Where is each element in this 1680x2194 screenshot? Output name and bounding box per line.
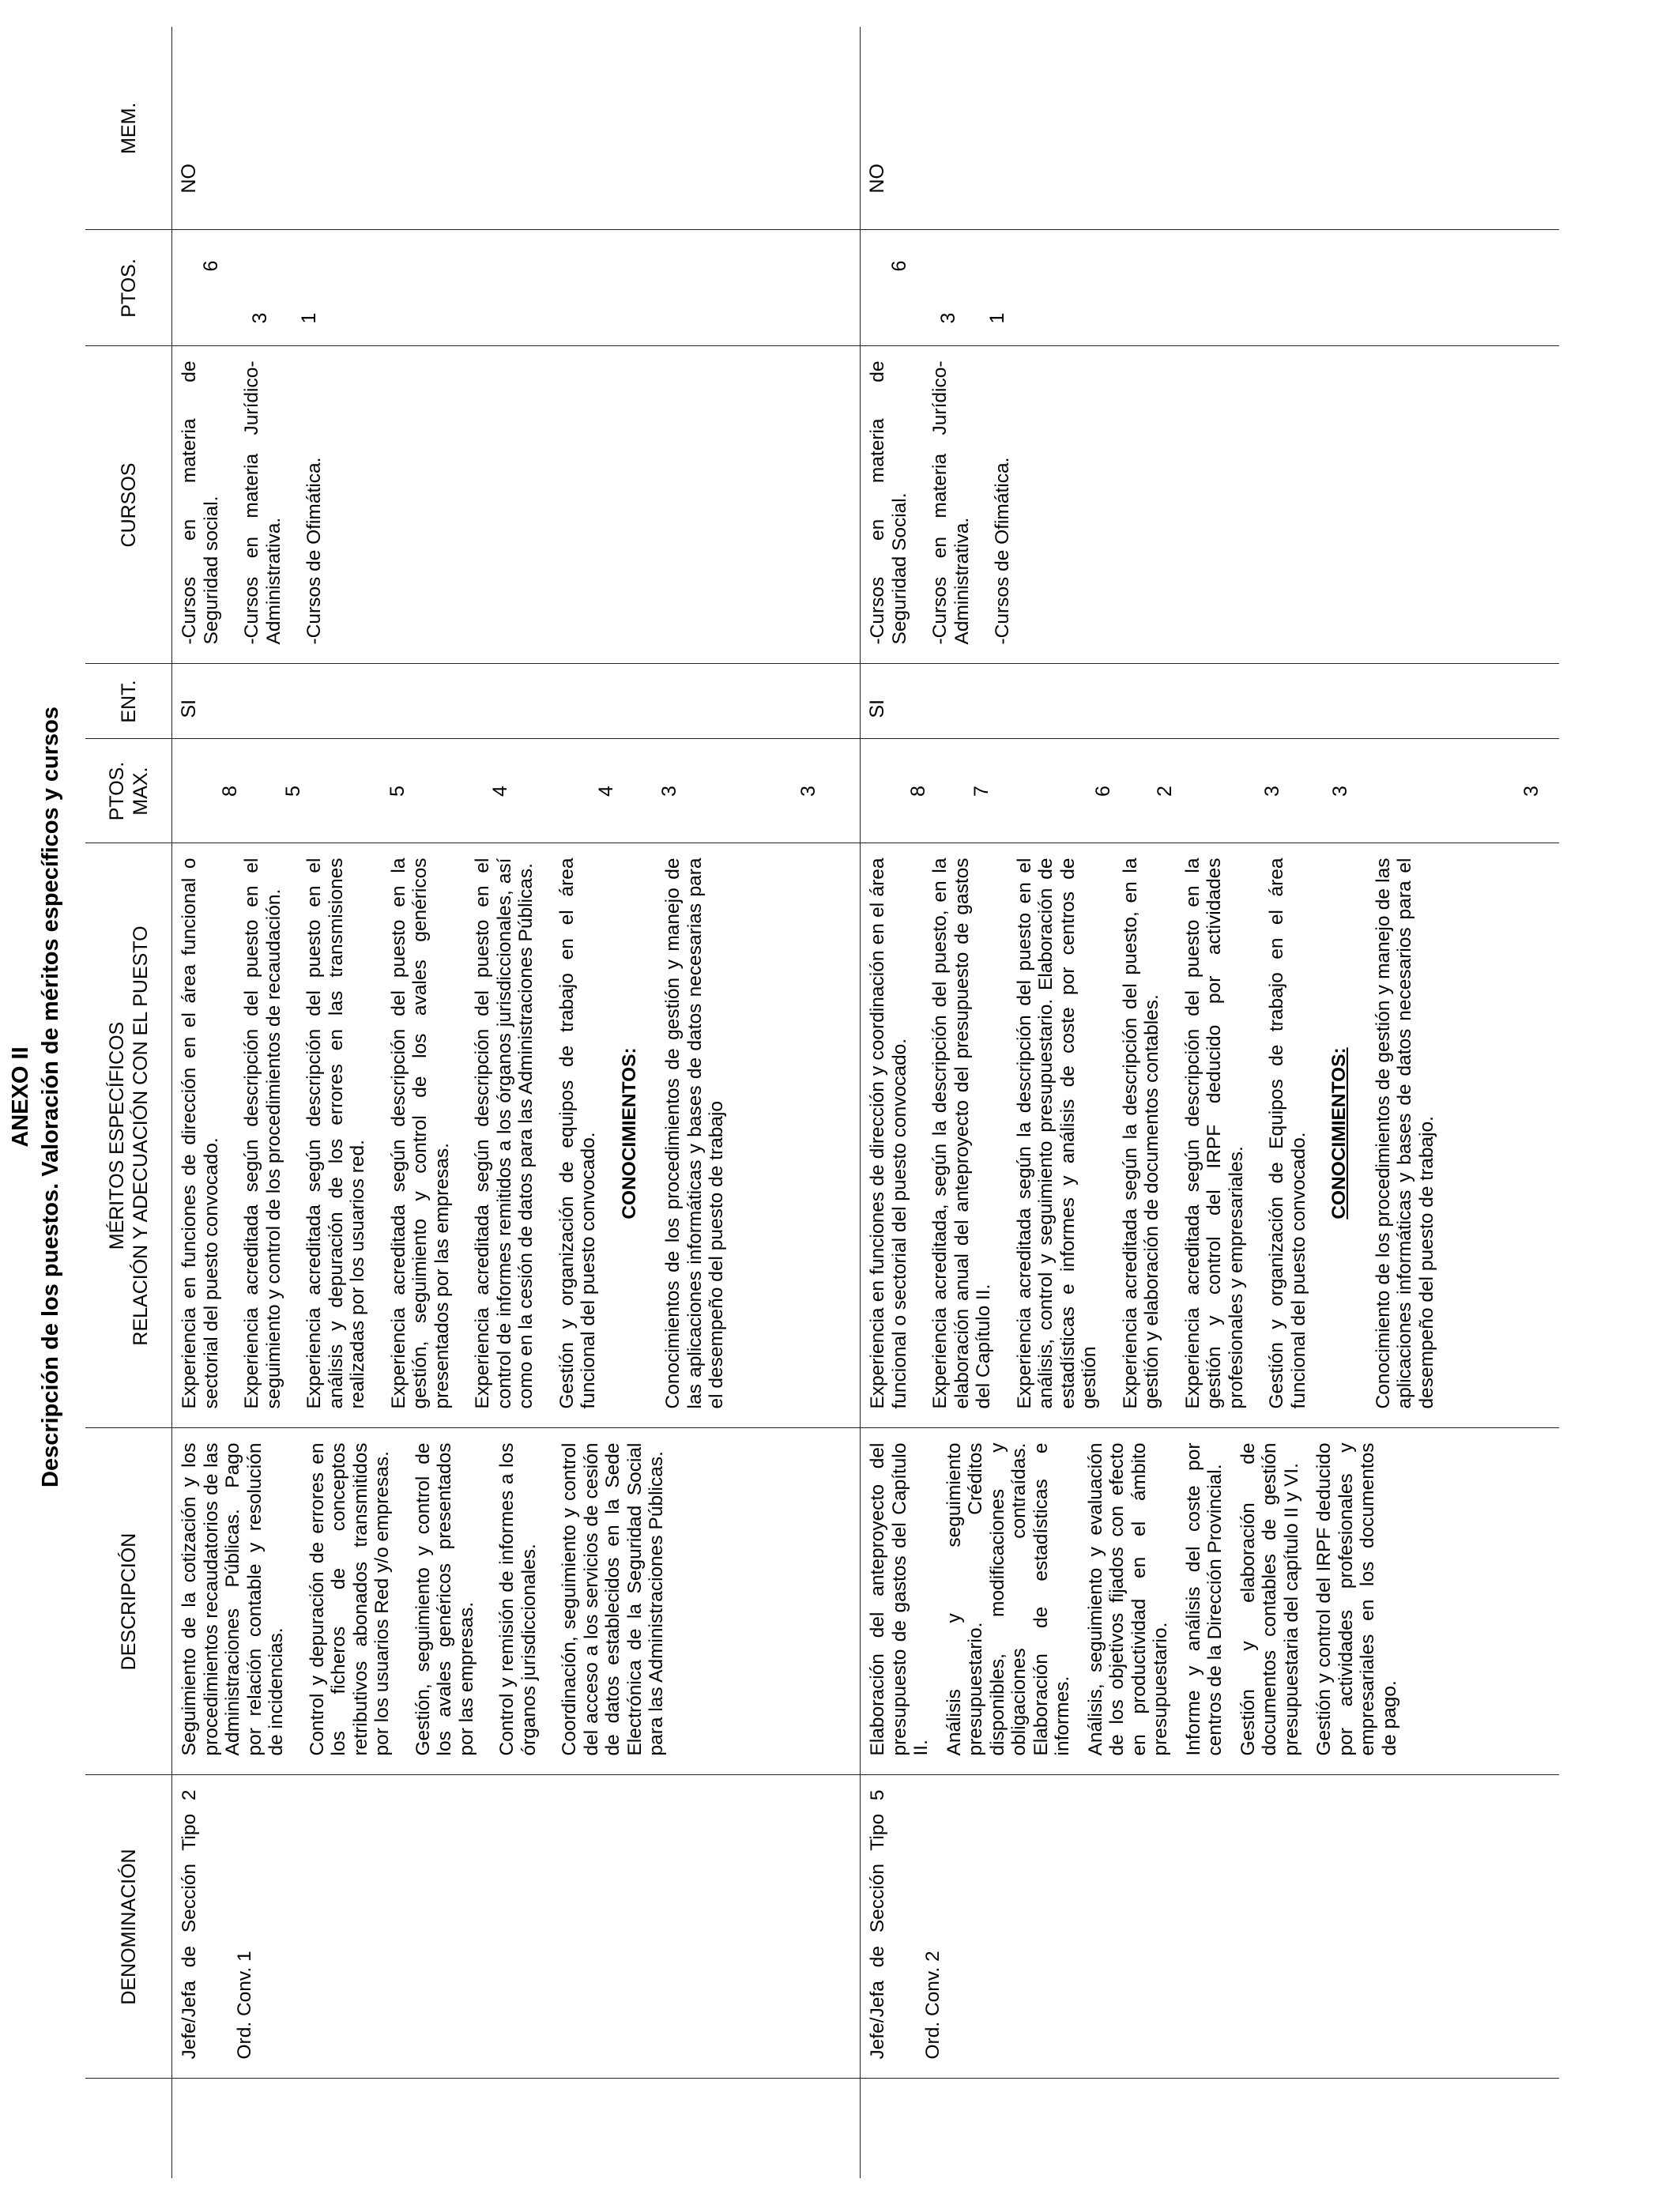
conocimientos-text: Conocimiento de los procedimientos de gestión y manejo de las aplicaciones informáticas y bases de datos necesarios para el desempeño del puesto de trabajo. (1372, 858, 1437, 1409)
curso-item: -Cursos en materia Jurídico-Administrativa. (929, 360, 973, 645)
descripcion-cell (861, 1428, 1560, 1775)
denominacion-cell (172, 1775, 861, 2079)
descripcion-item: Gestión y elaboración de documentos contables de gestión presupuestaria del capítulo II y VI. (1237, 1442, 1302, 1756)
col-header-denominacion: DENOMINACIÓN (85, 1775, 172, 2079)
ptos-max-value: 3 (1520, 786, 1543, 797)
col-header-ent: ENT. (85, 664, 172, 739)
ptos-max-value: 3 (797, 786, 819, 797)
merito-item: Experiencia acreditada según descripción del puesto en la gestión, seguimiento y control de los avales genéricos presentados por las empresas. (387, 858, 453, 1409)
ptos-max-value: 8 (907, 786, 929, 797)
descripcion-item: Análisis, seguimiento y evaluación de los objetivos fijados con efecto en productividad en el ámbito presupuestario. (1084, 1442, 1171, 1756)
conocimientos-title-text: CONOCIMIENTOS: (1328, 1047, 1350, 1220)
ent-value: SI (866, 699, 888, 718)
descripcion-item: Seguimiento de la cotización y los procedimientos recaudatorios de las Administraciones Públicas. Pago por relación contable y resolución de incidencias. (179, 1442, 287, 1756)
curso-item: -Cursos en materia de Seguridad Social. (867, 360, 910, 645)
row-blank-cell (861, 2079, 1560, 2178)
descripcion-item: Análisis y seguimiento presupuestario. Créditos disponibles, modificaciones y obligaciones contraídas. Elaboración de estadísticas e informes. (943, 1442, 1073, 1756)
ptos-cell (172, 230, 861, 346)
col-header-descripcion: DESCRIPCIÓN (85, 1428, 172, 1775)
descripcion-item: Control y remisión de informes a los órganos jurisdiccionales. (496, 1442, 540, 1756)
denominacion-text: Jefe/Jefa de Sección Tipo 5 (867, 1789, 888, 2060)
row-blank-cell (172, 2079, 861, 2178)
merito-item: Experiencia acreditada según descripción del puesto en el análisis y depuración de los errores en las transmisiones realizadas por los usuarios red. (303, 858, 368, 1409)
ent-cell (172, 664, 861, 739)
ptos-value: 3 (937, 312, 959, 324)
ptos-max-value: 5 (282, 786, 304, 797)
ptos-max-value: 5 (386, 786, 409, 797)
document-subtitle: Descripción de los puestos. Valoración de méritos específicos y cursos (38, 707, 63, 1487)
col-header-mem: MEM. (85, 27, 172, 230)
merito-item: Gestión y organización de Equipos de trabajo en el área funcional del puesto convocado. (1266, 858, 1309, 1409)
conocimientos-title (619, 858, 641, 1409)
col-header-ptos-max-line2: MAX. (129, 767, 152, 816)
convocatoria-text: Ord. Conv. 1 (233, 1951, 255, 2060)
ptos-max-value: 2 (1154, 786, 1176, 797)
descripcion-item: Coordinación, seguimiento y control del acceso a los servicios de cesión de datos establecidos en la Sede Electrónica de la Seguridad Social para las Administraciones Públicas. (559, 1442, 667, 1756)
merito-item: Gestión y organización de equipos de trabajo en el área funcional del puesto convocado. (556, 858, 599, 1409)
positions-table (85, 27, 1559, 2178)
ptos-max-value: 3 (658, 786, 680, 797)
col-header-ptos-max-line1: PTOS. (105, 761, 128, 821)
ptos-max-value: 4 (595, 786, 617, 797)
ptos-max-value: 8 (219, 786, 241, 797)
mem-value: NO (178, 164, 200, 194)
conocimientos-title (1328, 858, 1350, 1409)
ptos-max-value: 3 (1329, 786, 1351, 797)
merito-item: Experiencia acreditada según descripción del puesto en el seguimiento y control de los procedimientos de recaudación. (241, 858, 284, 1409)
cursos-cell (172, 346, 861, 664)
conocimientos-title-text: CONOCIMIENTOS: (618, 1047, 640, 1220)
descripcion-item: Gestión y control del IRPF deducido por actividades profesionales y empresariales en los documentos de pago. (1313, 1442, 1400, 1756)
ptos-cell (861, 230, 1560, 346)
ptos-max-value: 3 (1261, 786, 1283, 797)
descripcion-item: Informe y análisis del coste por centros de la Dirección Provincial. (1182, 1442, 1226, 1756)
conocimientos-text: Conocimientos de los procedimientos de gestión y manejo de las aplicaciones informáticas y bases de datos necesarias para el desempeño del puesto de trabajo (662, 858, 727, 1409)
convocatoria-text: Ord. Conv. 2 (921, 1951, 944, 2060)
mem-cell (861, 27, 1560, 230)
ptos-value: 6 (200, 260, 222, 272)
ptos-value: 3 (249, 312, 271, 324)
table-header-row (85, 27, 172, 2178)
ent-value: SI (178, 699, 200, 718)
merito-item: Experiencia acreditada según descripción del puesto en la gestión y control del IRPF deducido por actividades profesionales y empresariales. (1181, 858, 1247, 1409)
ptos-max-cell (861, 739, 1560, 843)
col-header-blank (85, 2079, 172, 2178)
curso-item: -Cursos en materia de Seguridad social. (179, 360, 222, 645)
ptos-value: 1 (298, 312, 320, 324)
curso-item: -Cursos de Ofimática. (992, 457, 1013, 645)
descripcion-item: Elaboración del anteproyecto del presupuesto de gastos del Capítulo II. (867, 1442, 932, 1756)
descripcion-item: Control y depuración de errores en los ficheros de conceptos retributivos abonados transmitidos por los usuarios Red y/o empresas. (306, 1442, 393, 1756)
denominacion-text: Jefe/Jefa de Sección Tipo 2 (179, 1789, 200, 2060)
table-row (172, 27, 861, 2178)
ent-cell (861, 664, 1560, 739)
cursos-cell (861, 346, 1560, 664)
ptos-max-value: 6 (1092, 786, 1114, 797)
ptos-max-cell (172, 739, 861, 843)
descripcion-cell (172, 1428, 861, 1775)
curso-item: -Cursos de Ofimática. (303, 457, 325, 645)
curso-item: -Cursos en materia Jurídico-Administrativa. (241, 360, 284, 645)
document-title: ANEXO II (8, 1046, 33, 1148)
ptos-max-value: 4 (489, 786, 511, 797)
mem-value: NO (866, 164, 888, 194)
denominacion-cell (861, 1775, 1560, 2079)
ptos-max-value: 7 (970, 786, 993, 797)
merito-item: Experiencia acreditada según descripción del puesto en el control de informes remitidos a los órganos jurisdiccionales, así como en la cesión de datos para las Administraciones Públicas. (472, 858, 537, 1409)
col-header-ptos: PTOS. (85, 230, 172, 346)
col-header-meritos-line2: RELACIÓN Y ADECUACIÓN CON EL PUESTO (129, 925, 152, 1346)
meritos-cell (861, 843, 1560, 1428)
col-header-cursos: CURSOS (85, 346, 172, 664)
col-header-meritos (85, 843, 172, 1428)
meritos-cell (172, 843, 861, 1428)
merito-item: Experiencia en funciones de dirección en el área funcional o sectorial del puesto convocado. (179, 858, 222, 1409)
col-header-meritos-line1: MÉRITOS ESPECÍFICOS (105, 1021, 128, 1250)
merito-item: Experiencia acreditada según la descripción del puesto en el análisis, control y seguimiento presupuestario. Elaboración de estadísticas e informes y análisis de coste por centros de gestión (1013, 858, 1100, 1409)
mem-cell (172, 27, 861, 230)
merito-item: Experiencia acreditada, según la descripción del puesto, en la elaboración anual del anteproyecto del presupuesto de gastos del Capítulo II. (929, 858, 994, 1409)
col-header-ptos-max (85, 739, 172, 843)
ptos-value: 1 (986, 312, 1008, 324)
merito-item: Experiencia acreditada según la descripción del puesto, en la gestión y elaboración de documentos contables. (1119, 858, 1162, 1409)
merito-item: Experiencia en funciones de dirección y coordinación en el área funcional o sectorial del puesto convocado. (867, 858, 910, 1409)
descripcion-item: Gestión, seguimiento y control de los avales genéricos presentados por las empresas. (412, 1442, 477, 1756)
ptos-value: 6 (888, 260, 910, 272)
table-row (861, 27, 1560, 2178)
